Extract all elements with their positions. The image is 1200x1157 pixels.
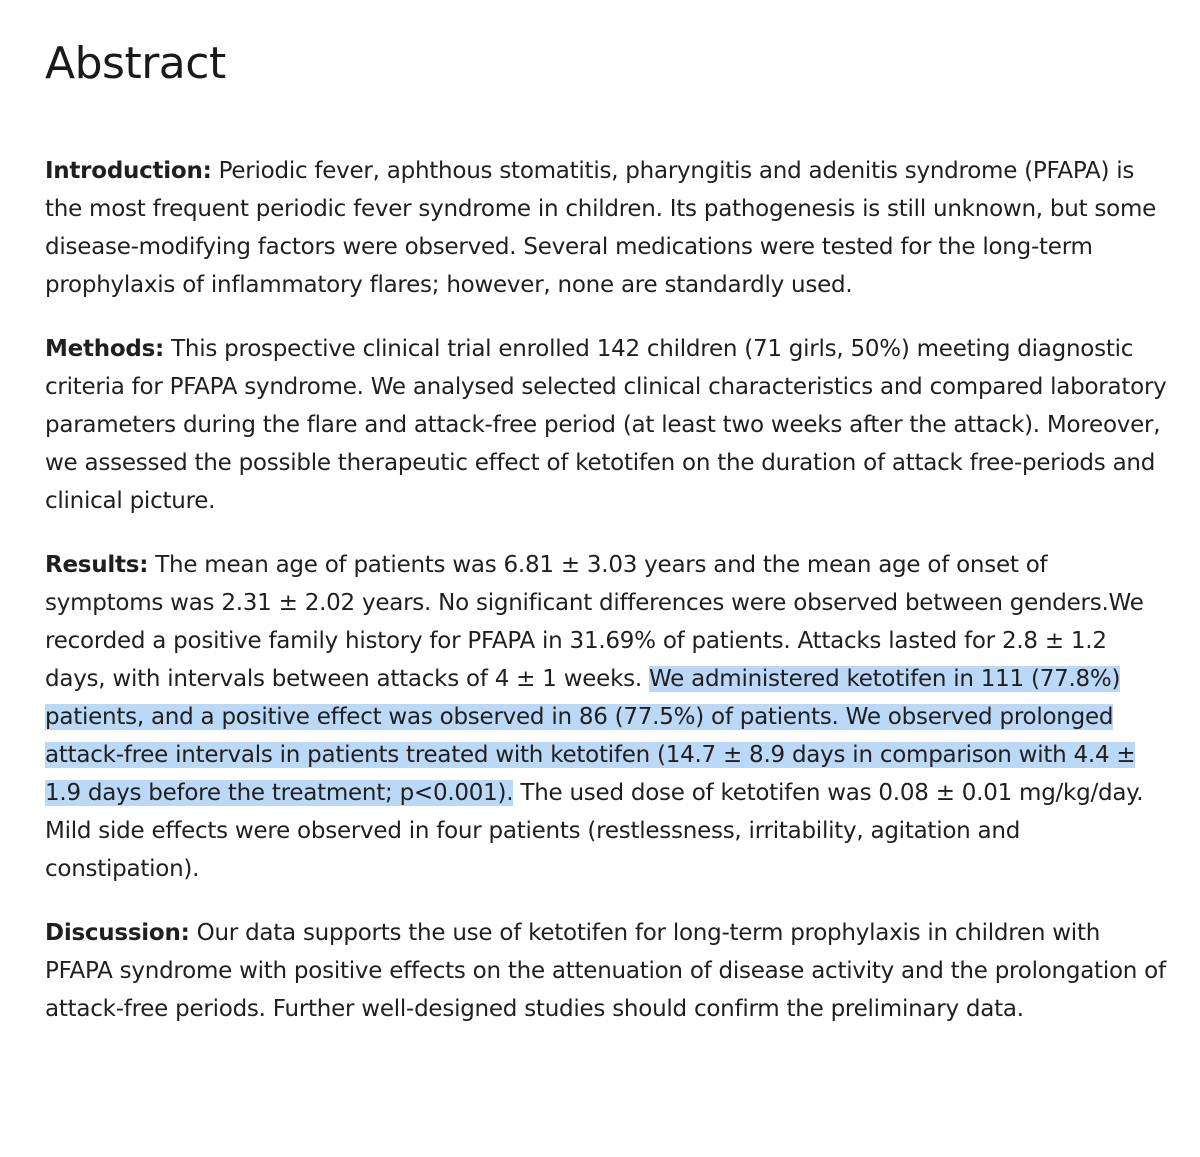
abstract-title: Abstract [45, 38, 226, 89]
methods-text: This prospective clinical trial enrolled 142 children (71 girls, 50%) meeting diagnostic criteria for PFAPA syndrome. We analysed selected clinical characteristics and compared laboratory parameters during the flare and attack-free period (at least two weeks after the attack). Moreover, we assessed the possible therapeutic effect of ketotifen on the duration of attack free-periods and clinical picture. [45, 336, 1167, 514]
introduction-label: Introduction: [45, 158, 212, 184]
introduction-text: Periodic fever, aphthous stomatitis, pharyngitis and adenitis syndrome (PFAPA) is the most frequent periodic fever syndrome in children. Its pathogenesis is still unknown, but some disease-modifying factors were observed. Several medications were tested for the long-term prophylaxis of inflammatory flares; however, none are standardly used. [45, 158, 1157, 298]
results-paragraph [45, 546, 1170, 888]
results-selected-text[interactable]: We administered ketotifen in 111 (77.8%) patients, and a positive effect was observed in 86 (77.5%) of patients. We observed prolonged attack-free intervals in patients treated with ketotifen (14.7 ± 8.9 days in comparison with 4.4 ± 1.9 days before the treatment; p<0.001). [45, 666, 1136, 806]
results-label: Results: [45, 552, 149, 578]
abstract-sections [45, 152, 1170, 1054]
discussion-text: Our data supports the use of ketotifen for long-term prophylaxis in children with PFAPA syndrome with positive effects on the attenuation of disease activity and the prolongation of attack-free periods. Further well-designed studies should confirm the preliminary data. [45, 920, 1166, 1022]
discussion-label: Discussion: [45, 920, 190, 946]
results-text-before: The mean age of patients was 6.81 ± 3.03 years and the mean age of onset of symptoms was 2.31 ± 2.02 years. No significant differences were observed between genders.We recorded a positive family history for PFAPA in 31.69% of patients. Attacks lasted for 2.8 ± 1.2 days, with intervals between attacks of 4 ± 1 weeks. [45, 552, 1144, 692]
discussion-paragraph [45, 914, 1170, 1028]
results-text-after: The used dose of ketotifen was 0.08 ± 0.01 mg/kg/day. Mild side effects were observed in four patients (restlessness, irritability, agitation and constipation). [45, 780, 1144, 882]
methods-label: Methods: [45, 336, 165, 362]
methods-paragraph [45, 330, 1170, 520]
introduction-paragraph [45, 152, 1170, 304]
